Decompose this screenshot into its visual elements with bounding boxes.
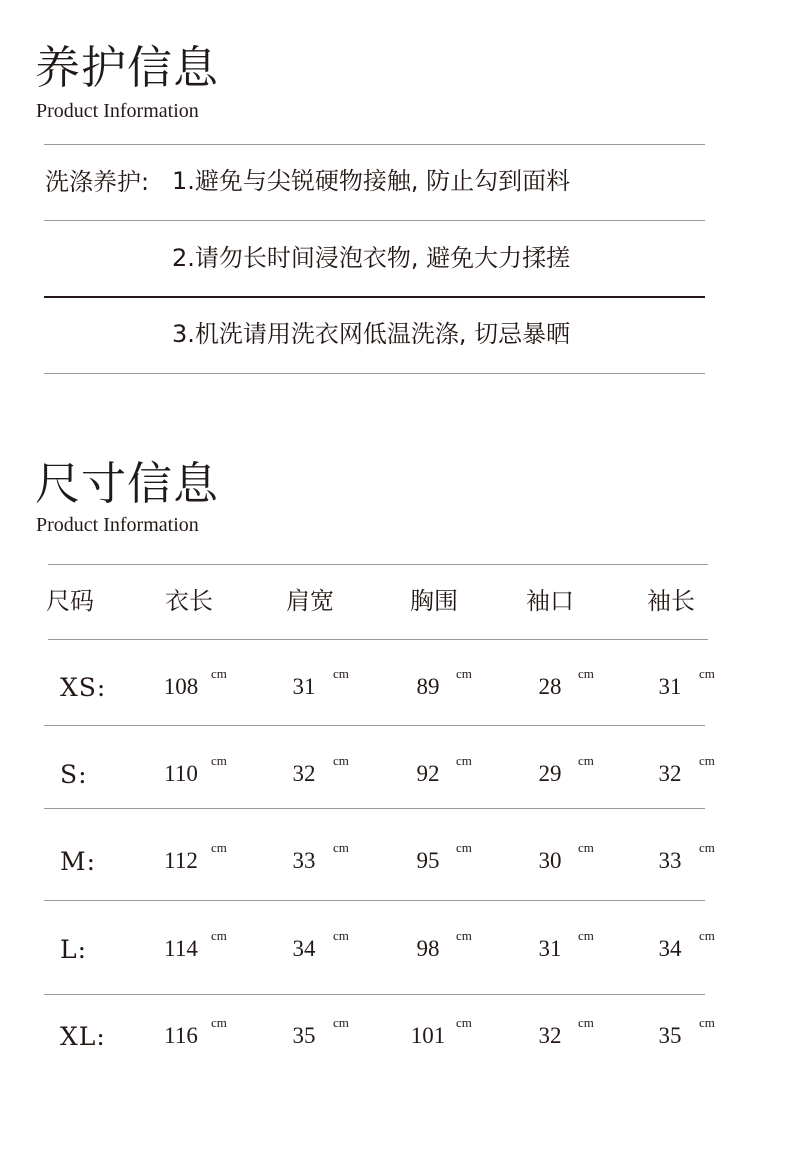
measurement-unit: cm [333,753,349,768]
table-top-rule [48,564,708,565]
measurement-unit: cm [699,1015,715,1030]
measurement-value: 110 [164,761,198,786]
measurement-unit: cm [578,928,594,943]
divider [44,220,705,221]
measurement-value: 31 [538,936,562,961]
measurement-value: 29 [538,761,562,786]
measurement-value: 95 [416,848,440,873]
row-divider [44,808,705,809]
measurement-unit: cm [211,666,227,681]
measurement-value: 98 [416,936,440,961]
measurement-value: 32 [658,761,682,786]
care-item-2: 2.请勿长时间浸泡衣物, 避免大力揉搓 [172,244,571,272]
measurement-unit: cm [456,753,472,768]
measurement-value: 35 [658,1023,682,1048]
measurement-unit: cm [211,1015,227,1030]
measurement-unit: cm [699,666,715,681]
measurement-value: 34 [292,936,316,961]
row-divider [44,725,705,726]
measurement-value: 89 [416,674,440,699]
measurement-unit: cm [333,1015,349,1030]
measurement-unit: cm [578,1015,594,1030]
measurement-unit: cm [211,928,227,943]
header-size: 尺码 [46,587,94,615]
size-label: XL: [60,1022,106,1051]
size-section-subtitle: Product Information [36,514,199,536]
header-length: 衣长 [165,587,213,615]
measurement-unit: cm [456,1015,472,1030]
measurement-value: 33 [658,848,682,873]
care-item-3: 3.机洗请用洗衣网低温洗涤, 切忌暴晒 [172,320,571,348]
measurement-value: 114 [164,936,198,961]
measurement-unit: cm [578,666,594,681]
care-section-title: 养护信息 [35,41,220,94]
row-divider [44,900,705,901]
measurement-unit: cm [578,840,594,855]
size-label: M: [60,847,97,876]
measurement-value: 31 [658,674,682,699]
measurement-value: 30 [538,848,562,873]
measurement-value: 92 [416,761,440,786]
measurement-unit: cm [456,840,472,855]
measurement-value: 34 [658,936,682,961]
measurement-value: 108 [163,674,199,699]
size-section-title: 尺寸信息 [35,457,220,510]
divider [44,373,705,374]
care-section-subtitle: Product Information [36,100,199,122]
measurement-value: 116 [164,1023,198,1048]
measurement-unit: cm [211,753,227,768]
measurement-unit: cm [699,753,715,768]
divider [44,144,705,145]
measurement-unit: cm [699,928,715,943]
measurement-value: 28 [538,674,562,699]
header-cuff: 袖口 [526,587,574,615]
header-shoulder: 肩宽 [286,587,334,615]
measurement-unit: cm [211,840,227,855]
size-label: XS: [60,673,107,702]
size-label: L: [60,935,88,964]
measurement-unit: cm [699,840,715,855]
measurement-value: 35 [292,1023,316,1048]
divider [44,296,705,298]
measurement-value: 33 [292,848,316,873]
measurement-unit: cm [578,753,594,768]
header-sleeve-length: 袖长 [647,587,695,615]
measurement-value: 112 [164,848,198,873]
table-header-rule [48,639,708,640]
measurement-value: 32 [538,1023,562,1048]
size-label: S: [60,760,88,789]
measurement-unit: cm [333,840,349,855]
measurement-unit: cm [333,928,349,943]
care-instructions-label: 洗涤养护: [45,168,150,196]
measurement-unit: cm [333,666,349,681]
header-chest: 胸围 [410,587,458,615]
row-divider [44,994,705,995]
measurement-value: 32 [292,761,316,786]
care-item-1: 1.避免与尖锐硬物接触, 防止勾到面料 [172,167,571,195]
measurement-unit: cm [456,928,472,943]
measurement-value: 31 [292,674,316,699]
measurement-unit: cm [456,666,472,681]
measurement-value: 101 [410,1023,446,1048]
